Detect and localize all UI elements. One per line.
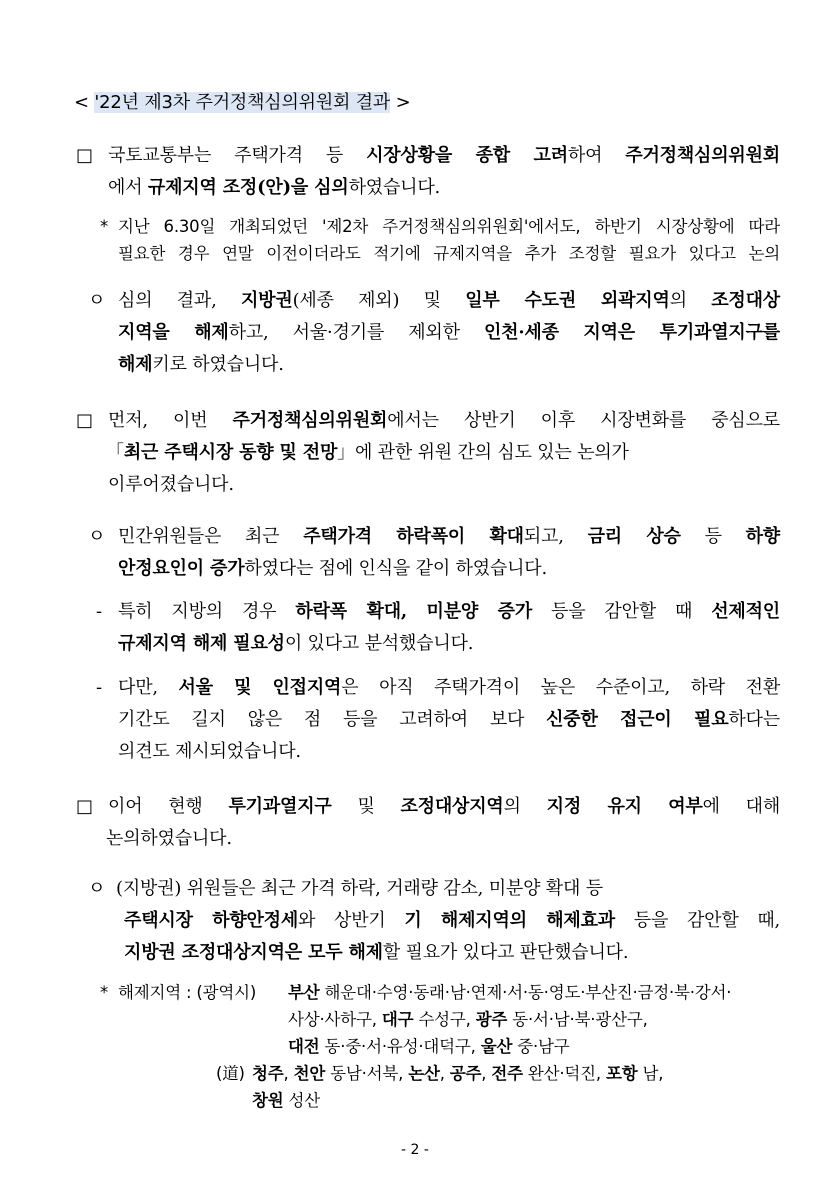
section1-sub-line1: 심의 결과, 지방권(세종 제외) 및 일부 수도권 외곽지역의 조정대상	[118, 290, 780, 311]
section2-dash2-line2: 기간도 길지 않은 점 등을 고려하여 보다 신중한 접근이 필요하다는	[118, 709, 780, 730]
page-title: < '22년 제3차 주거정책심의위원회 결과 >	[74, 92, 411, 113]
page-number: - 2 -	[401, 1142, 429, 1158]
section1-line1: 국토교통부는 주택가격 등 시장상황을 종합 고려하여 주거정책심의위원회	[108, 145, 780, 166]
section2-bullet: □	[76, 410, 93, 431]
section2-sub-bullet: ㅇ	[88, 526, 106, 547]
section3-note-label: 해제지역 : (광역시)	[118, 983, 257, 1002]
section1-line2: 에서 규제지역 조정(안)을 심의하였습니다.	[108, 177, 441, 198]
section2-dash2-line3: 의견도 제시되었습니다.	[118, 741, 301, 762]
section3-note-line5: 창원 성산	[252, 1091, 321, 1110]
section2-dash1-line2: 규제지역 해제 필요성이 있다고 분석했습니다.	[118, 633, 474, 654]
section3-sub-line3: 지방권 조정대상지역은 모두 해제할 필요가 있다고 판단했습니다.	[124, 942, 629, 963]
section2-sub-line2: 안정요인이 증가하였다는 점에 인식을 같이 하였습니다.	[118, 558, 548, 579]
section1-bullet: □	[76, 145, 93, 166]
section3-note-line4: 청주, 천안 동남·서북, 논산, 공주, 전주 완산·덕진, 포항 남,	[252, 1064, 664, 1083]
section3-note-line2: 사상·사하구, 대구 수성구, 광주 동·서·남·북·광산구,	[288, 1010, 648, 1029]
section2-dash2: -	[96, 677, 102, 698]
section3-line2: 논의하였습니다.	[106, 828, 232, 849]
section3-note-line1: 부산 해운대·수영·동래·남·연제·서·동·영도·부산진·금정·북·강서·	[288, 983, 732, 1002]
section3-sub-line1: (지방권) 위원들은 최근 가격 하락, 거래량 감소, 미분양 확대 등	[116, 878, 603, 899]
section1-sub-line3: 해제키로 하였습니다.	[118, 354, 284, 375]
section1-note-line1: 지난 6.30일 개최되었던 '제2차 주거정책심의위원회'에서도, 하반기 시장상황에 따라	[118, 217, 780, 236]
section1-sub-bullet: ㅇ	[88, 290, 106, 311]
section2-dash1-line1: 특히 지방의 경우 하락폭 확대, 미분양 증가 등을 감안할 때 선제적인	[118, 601, 780, 622]
title-text: '22년 제3차 주거정책심의위원회 결과	[94, 92, 391, 113]
section3-note-line3: 대전 동·중·서·유성·대덕구, 울산 중·남구	[288, 1037, 570, 1056]
section3-sub-bullet: ㅇ	[88, 878, 106, 899]
section3-bullet: □	[76, 796, 93, 817]
section3-line1: 이어 현행 투기과열지구 및 조정대상지역의 지정 유지 여부에 대해	[108, 796, 781, 817]
section2-line2: 「최근 주택시장 동향 및 전망」에 관한 위원 간의 심도 있는 논의가	[106, 442, 629, 463]
section1-note-line2: 필요한 경우 연말 이전이더라도 적기에 규제지역을 추가 조정할 필요가 있다고 논의	[118, 244, 780, 263]
section2-line3: 이루어졌습니다.	[108, 474, 234, 495]
section2-dash2-line1: 다만, 서울 및 인접지역은 아직 주택가격이 높은 수준이고, 하락 전환	[118, 677, 781, 698]
section1-sub-line2: 지역을 해제하고, 서울·경기를 제외한 인천·세종 지역은 투기과열지구를	[118, 322, 780, 343]
section2-line1: 먼저, 이번 주거정책심의위원회에서는 상반기 이후 시장변화를 중심으로	[108, 410, 780, 431]
section2-dash1: -	[96, 601, 102, 622]
section3-note-mark: *	[100, 983, 109, 1002]
section2-sub-line1: 민간위원들은 최근 주택가격 하락폭이 확대되고, 금리 상승 등 하향	[118, 526, 780, 547]
section3-sub-line2: 주택시장 하향안정세와 상반기 기 해제지역의 해제효과 등을 감안할 때,	[124, 910, 781, 931]
section3-note-line4-label: (道)	[216, 1064, 245, 1083]
section1-note-mark: *	[100, 217, 109, 236]
